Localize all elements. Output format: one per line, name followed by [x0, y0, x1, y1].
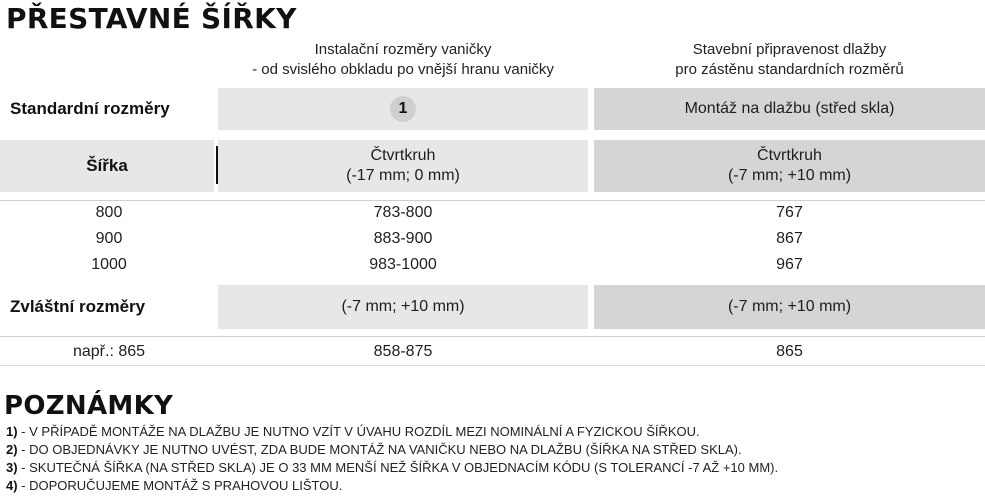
example-tile: 865: [776, 343, 803, 360]
example-install: 858-875: [373, 343, 433, 360]
note-item: 2) - DO OBJEDNÁVKY JE NUTNO UVÉST, ZDA BUDE MONTÁŽ NA VANIČKU NEBO NA DLAŽBU (ŠÍŘKA NA STŘED SKLA).: [6, 442, 742, 457]
width-install-cell: [218, 140, 588, 192]
row-separator: [0, 200, 985, 201]
note-item: 3) - SKUTEČNÁ ŠÍŘKA (NA STŘED SKLA) JE O 33 MM MENŠÍ NEŽ ŠÍŘKA V OBJEDNACÍM KÓDU (S TOLERANCÍ -7 AŽ +10 MM).: [6, 460, 779, 475]
width-install-line2: (-17 mm; 0 mm): [346, 167, 460, 184]
header-tile-line1: Stavební připravenost dlažby: [692, 41, 887, 58]
width-tile-line2: (-7 mm; +10 mm): [727, 167, 852, 184]
header-install-line1: Instalační rozměry vaničky: [314, 41, 492, 58]
width-label: Šířka: [86, 156, 128, 175]
width-tile-cell: [594, 140, 985, 192]
standard-install-cell: [218, 88, 588, 130]
header-install-line2: - od svislého obkladu po vnější hranu vaničky: [252, 61, 554, 78]
table-row-tile: 767: [776, 204, 803, 221]
table-row-install: 883-900: [373, 230, 433, 247]
row-separator: [0, 365, 985, 366]
header-install-dimensions: [218, 40, 588, 80]
special-tile-cell: (-7 mm; +10 mm): [594, 285, 985, 329]
table-row-size: 900: [95, 230, 123, 247]
standard-dimensions-label: Standardní rozměry: [10, 99, 170, 118]
width-label-cell: [0, 140, 214, 192]
note-item: 1) - V PŘÍPADĚ MONTÁŽE NA DLAŽBU JE NUTNO VZÍT V ÚVAHU ROZDÍL MEZI NOMINÁLNÍ A FYZICKOU ŠÍŘKOU.: [6, 424, 700, 439]
table-row-size: 1000: [91, 256, 127, 273]
page-title: PŘESTAVNÉ ŠÍŘKY: [6, 2, 297, 35]
header-tile-line2: pro zástěnu standardních rozměrů: [675, 61, 904, 78]
standard-mount-cell: Montáž na dlažbu (střed skla): [594, 88, 985, 130]
special-install-cell: (-7 mm; +10 mm): [218, 285, 588, 329]
table-row-install: 783-800: [373, 204, 433, 221]
width-tile-line1: Čtvrtkruh: [757, 147, 822, 164]
note-badge: 1: [390, 96, 416, 122]
example-size: např.: 865: [72, 343, 146, 360]
table-row-tile: 967: [776, 256, 803, 273]
table-row-tile: 867: [776, 230, 803, 247]
header-tile-readiness: [594, 40, 985, 80]
table-row-install: 983-1000: [369, 256, 437, 273]
note-item: 4) - DOPORUČUJEME MONTÁŽ S PRAHOVOU LIŠTOU.: [6, 478, 343, 493]
notes-title: POZNÁMKY: [4, 391, 174, 421]
row-separator: [0, 336, 985, 337]
table-row-size: 800: [95, 204, 123, 221]
width-install-line1: Čtvrtkruh: [370, 147, 436, 164]
special-dimensions-label: Zvláštní rozměry: [10, 297, 146, 316]
